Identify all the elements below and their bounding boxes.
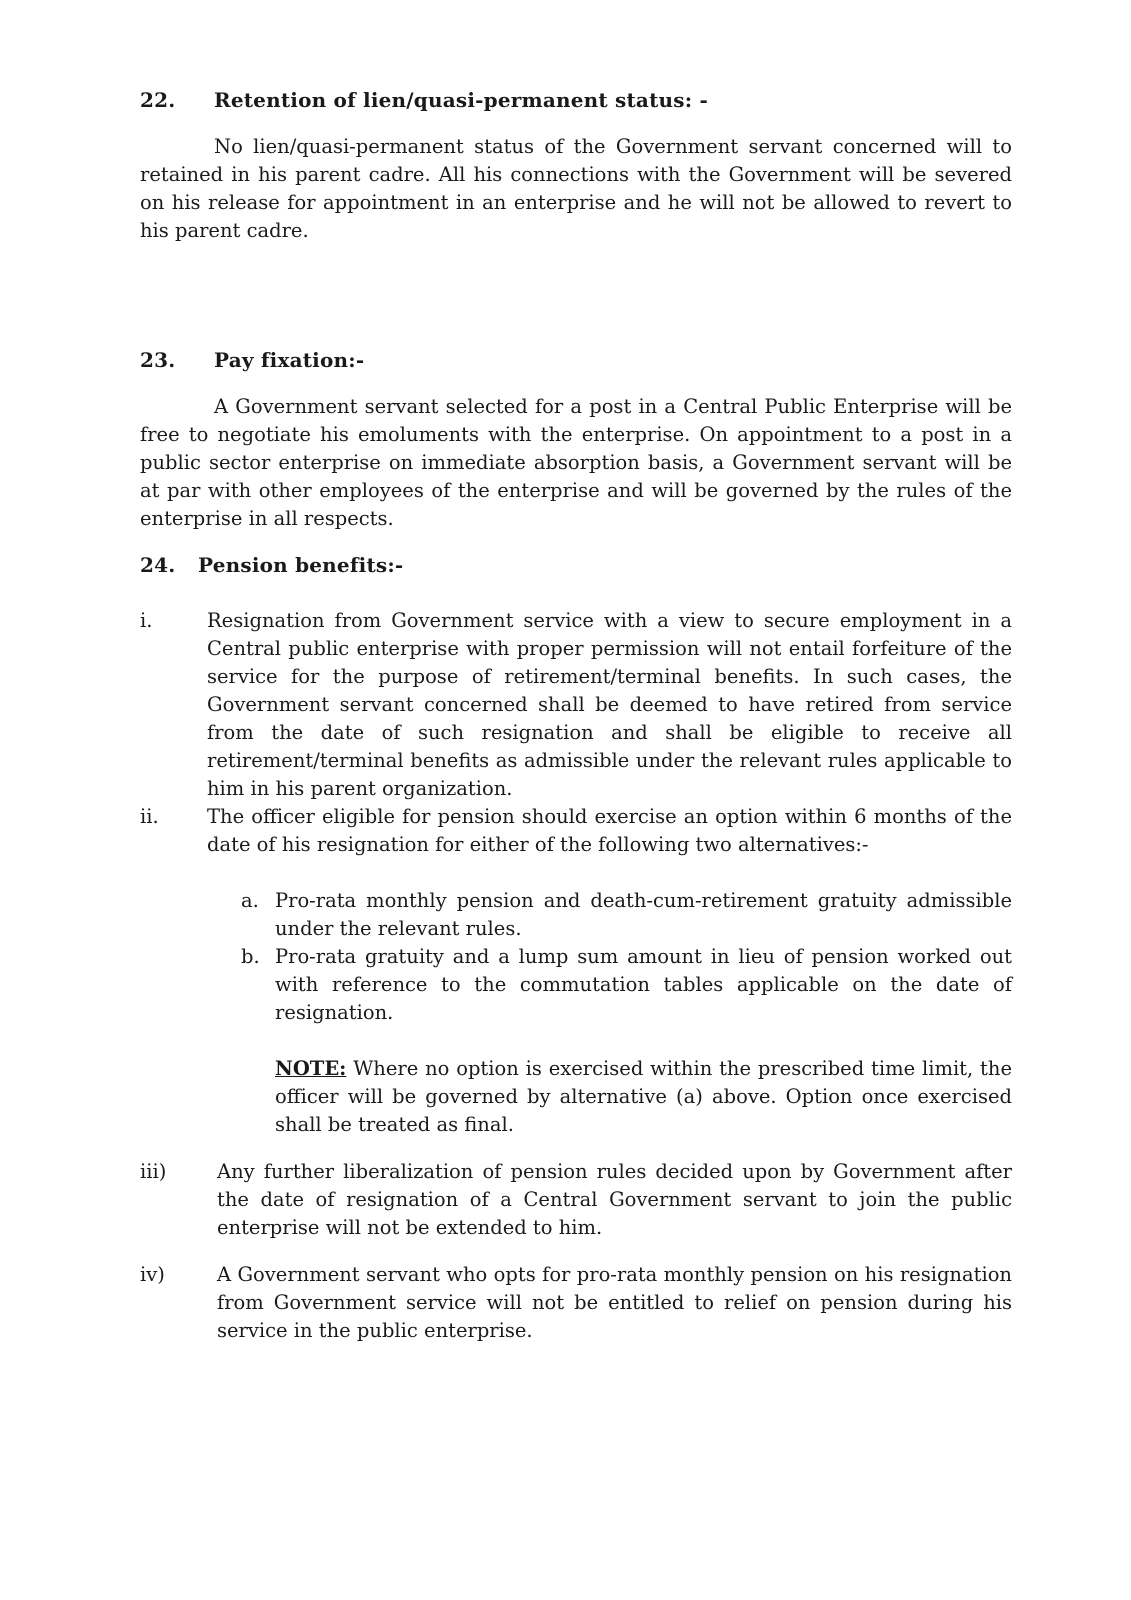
note-text: Where no option is exercised within the prescribed time limit, the officer will be governed by alternative (a) above. Option once exercised shall be treated as final. [275,1057,1012,1136]
section-22-number: 22. [140,88,176,112]
section-24-number: 24. [140,553,176,577]
alternative-marker: b. [241,945,260,968]
alternative-text: Pro-rata monthly pension and death-cum-retirement gratuity admissible under the relevant rules. [275,889,1012,940]
item-marker: ii. [140,805,159,828]
section-23-heading [140,348,364,372]
item-text: Any further liberalization of pension rules decided upon by Government after the date of resignation of a Central Government servant to join the public enterprise will not be extended to him. [217,1160,1012,1239]
section-23-paragraph: A Government servant selected for a post in a Central Public Enterprise will be free to negotiate his emoluments with the enterprise. On appointment to a post in a public sector enterprise on immediate absorption basis, a Government servant will be at par with other employees of the enterprise and will be governed by the rules of the enterprise in all respects. [140,395,1012,530]
item-marker: i. [140,609,153,632]
note-label: NOTE: [275,1057,347,1080]
alternative-text: Pro-rata gratuity and a lump sum amount in lieu of pension worked out with reference to the commutation tables applicable on the date of resignation. [275,945,1012,1024]
section-22-heading [140,88,708,112]
item-text: Resignation from Government service with a view to secure employment in a Central public enterprise with proper permission will not entail forfeiture of the service for the purpose of retirement/terminal benefits. In such cases, the Government servant concerned shall be deemed to have retired from service from the date of such resignation and shall be eligible to receive all retirement/terminal benefits as admissible under the relevant rules applicable to him in his parent organization. [207,609,1012,800]
section-22-title: Retention of lien/quasi-permanent status: - [214,88,708,112]
item-text: A Government servant who opts for pro-rata monthly pension on his resignation from Government service will not be entitled to relief on pension during his service in the public enterprise. [217,1263,1012,1342]
section-24-title: Pension benefits:- [198,553,404,577]
item-text: The officer eligible for pension should exercise an option within 6 months of the date of his resignation for either of the following two alternatives:- [207,805,1012,856]
alternative-marker: a. [241,889,259,912]
item-marker: iv) [140,1263,165,1286]
item-marker: iii) [140,1160,167,1183]
section-22-paragraph: No lien/quasi-permanent status of the Government servant concerned will to retained in his parent cadre. All his connections with the Government will be severed on his release for appointment in an enterprise and he will not be allowed to revert to his parent cadre. [140,135,1012,242]
section-23-title: Pay fixation:- [214,348,365,372]
section-24-heading [140,553,403,577]
section-23-number: 23. [140,348,176,372]
